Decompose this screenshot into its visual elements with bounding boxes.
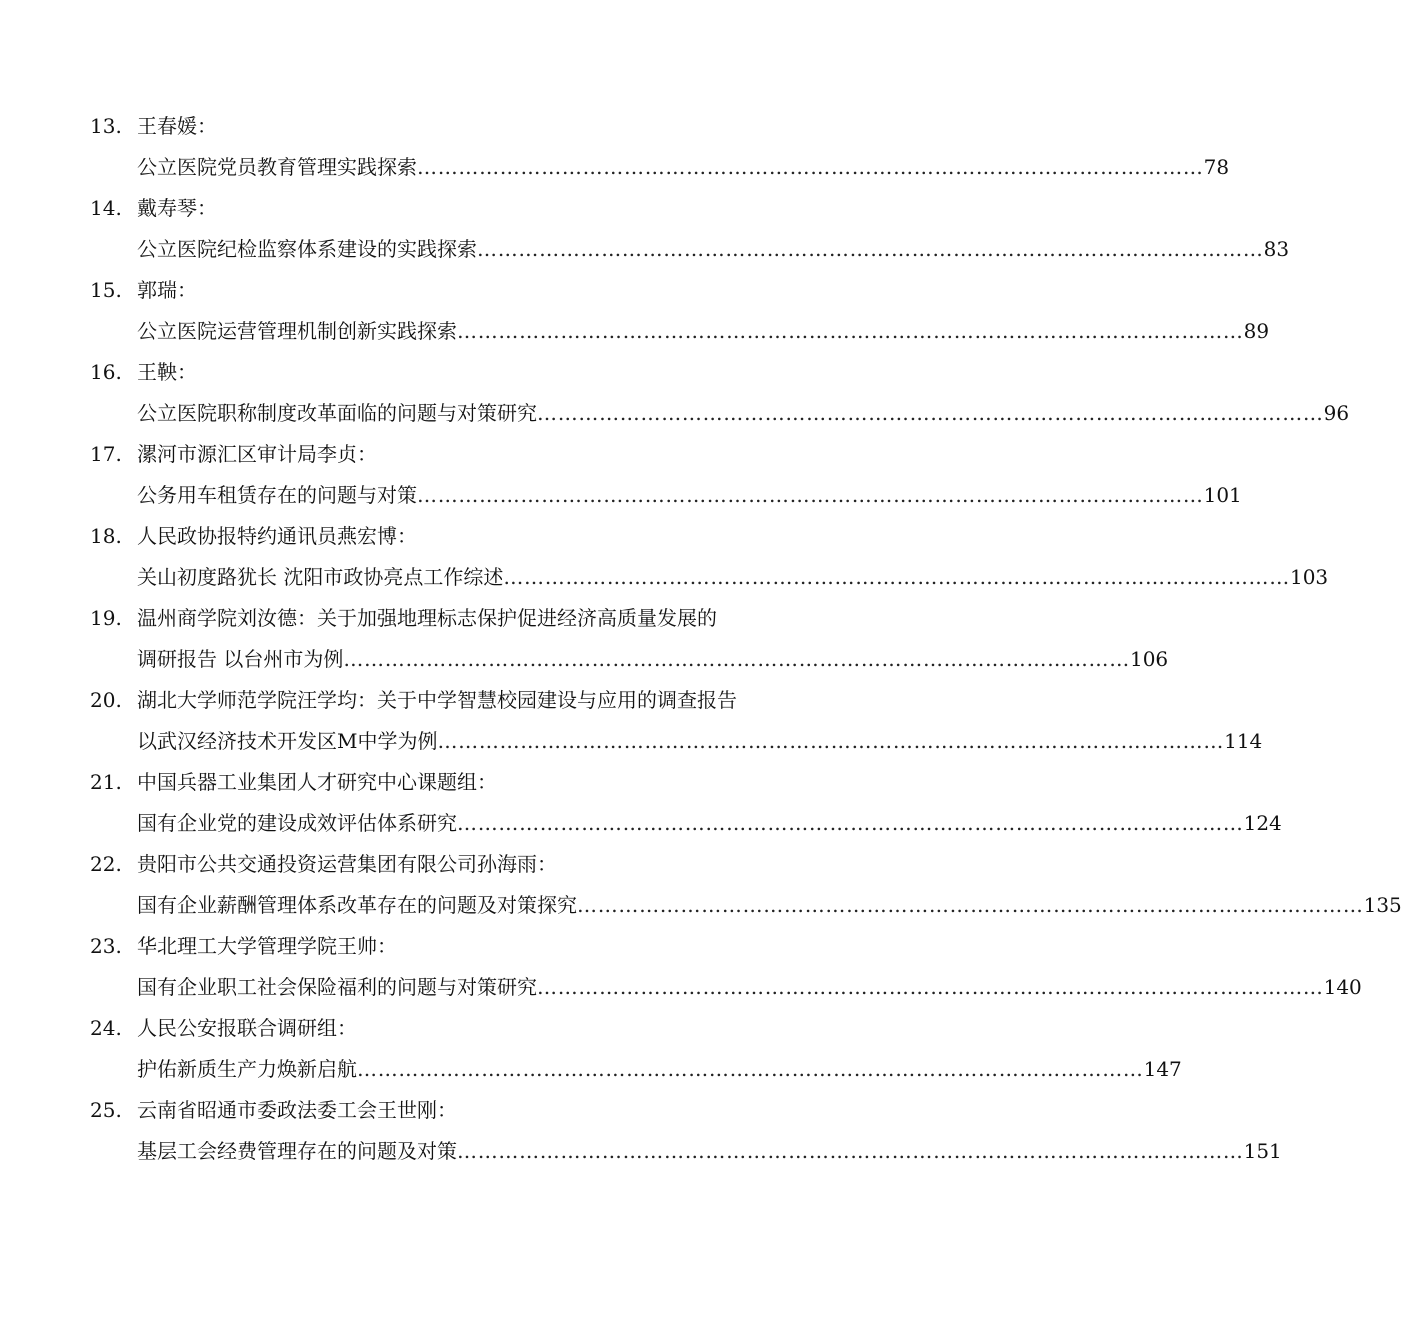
entry-number: 24. — [90, 1016, 122, 1040]
toc-entry-title-line[interactable] — [0, 967, 1362, 1008]
toc-entry-heading — [0, 844, 950, 885]
entry-page-number: 106 — [1129, 647, 1169, 671]
toc-entry-title-line[interactable] — [0, 721, 1263, 762]
dot-leader: …………………………………………………………………………………………………… — [477, 237, 1264, 261]
entry-page-number: 78 — [1203, 155, 1230, 179]
dot-leader: …………………………………………………………………………………………………… — [417, 155, 1204, 179]
entry-number: 14. — [90, 196, 122, 220]
toc-entry-heading — [0, 270, 950, 311]
toc-entry-heading — [0, 106, 950, 147]
toc-entry-heading — [0, 598, 950, 639]
toc-entry-heading — [0, 762, 950, 803]
entry-author: 王鞅： — [137, 360, 197, 384]
entry-author: 温州商学院刘汝德：关于加强地理标志保护促进经济高质量发展的 — [137, 606, 717, 630]
entry-page-number: 96 — [1323, 401, 1350, 425]
entry-page-number: 151 — [1243, 1139, 1282, 1163]
dot-leader: …………………………………………………………………………………………………… — [457, 811, 1244, 835]
entry-page-number: 101 — [1203, 483, 1242, 507]
toc-entry-title-line[interactable] — [0, 803, 1282, 844]
entry-number: 16. — [90, 360, 122, 384]
toc-entry-heading — [0, 434, 950, 475]
entry-title: 以武汉经济技术开发区M中学为例 — [137, 729, 438, 753]
entry-author: 人民政协报特约通讯员燕宏博： — [137, 524, 417, 548]
entry-author: 云南省昭通市委政法委工会王世刚： — [137, 1098, 457, 1122]
entry-number: 13. — [90, 114, 122, 138]
entry-number: 17. — [90, 442, 122, 466]
entry-author: 湖北大学师范学院汪学均：关于中学智慧校园建设与应用的调查报告 — [137, 688, 737, 712]
toc-entry-title-line[interactable] — [0, 393, 1350, 434]
dot-leader: …………………………………………………………………………………………………… — [357, 1057, 1144, 1081]
dot-leader: …………………………………………………………………………………………………… — [343, 647, 1130, 671]
dot-leader: …………………………………………………………………………………………………… — [437, 729, 1225, 753]
table-of-contents — [0, 106, 1402, 1172]
entry-author: 华北理工大学管理学院王帅： — [137, 934, 397, 958]
entry-page-number: 89 — [1243, 319, 1270, 343]
entry-number: 15. — [90, 278, 122, 302]
toc-entry-heading — [0, 516, 950, 557]
entry-page-number: 83 — [1263, 237, 1290, 261]
entry-page-number: 114 — [1224, 729, 1263, 753]
toc-entry — [0, 844, 1402, 926]
entry-number: 20. — [90, 688, 122, 712]
entry-number: 19. — [90, 606, 122, 630]
entry-number: 25. — [90, 1098, 122, 1122]
entry-number: 23. — [90, 934, 122, 958]
dot-leader: …………………………………………………………………………………………………… — [503, 565, 1290, 589]
entry-author: 郭瑞： — [137, 278, 197, 302]
toc-entry-title-line[interactable] — [0, 229, 1290, 270]
entry-author: 漯河市源汇区审计局李贞： — [137, 442, 377, 466]
toc-entry — [0, 352, 1350, 434]
entry-author: 戴寿琴： — [137, 196, 217, 220]
toc-entry-heading — [0, 1090, 950, 1131]
toc-entry-heading — [0, 1008, 950, 1049]
entry-title: 护佑新质生产力焕新启航 — [137, 1057, 357, 1081]
dot-leader: …………………………………………………………………………………………………… — [537, 975, 1324, 999]
toc-entry — [0, 270, 1270, 352]
toc-entry — [0, 106, 1230, 188]
toc-entry — [0, 434, 1242, 516]
toc-entry-heading — [0, 188, 950, 229]
entry-title: 公立医院运营管理机制创新实践探索 — [137, 319, 457, 343]
toc-entry-heading — [0, 352, 950, 393]
entry-title: 关山初度路犹长 沈阳市政协亮点工作综述 — [137, 565, 504, 589]
entry-title: 国有企业职工社会保险福利的问题与对策研究 — [137, 975, 537, 999]
toc-entry-title-line[interactable] — [0, 885, 1402, 926]
toc-entry — [0, 598, 1169, 680]
toc-entry-title-line[interactable] — [0, 311, 1270, 352]
entry-title: 基层工会经费管理存在的问题及对策 — [137, 1139, 457, 1163]
toc-entry-title-line[interactable] — [0, 1131, 1282, 1172]
entry-author: 王春媛： — [137, 114, 217, 138]
entry-author: 中国兵器工业集团人才研究中心课题组： — [137, 770, 497, 794]
entry-title: 公立医院职称制度改革面临的问题与对策研究 — [137, 401, 537, 425]
entry-author: 人民公安报联合调研组： — [137, 1016, 357, 1040]
entry-page-number: 103 — [1289, 565, 1329, 589]
dot-leader: …………………………………………………………………………………………………… — [537, 401, 1324, 425]
toc-entry-title-line[interactable] — [0, 557, 1329, 598]
entry-page-number: 135 — [1363, 893, 1402, 917]
entry-page-number: 140 — [1323, 975, 1362, 999]
dot-leader: …………………………………………………………………………………………………… — [457, 319, 1244, 343]
dot-leader: …………………………………………………………………………………………………… — [457, 1139, 1244, 1163]
entry-title: 公立医院纪检监察体系建设的实践探索 — [137, 237, 477, 261]
dot-leader: …………………………………………………………………………………………………… — [417, 483, 1204, 507]
entry-title: 国有企业党的建设成效评估体系研究 — [137, 811, 457, 835]
toc-entry — [0, 680, 1263, 762]
toc-entry — [0, 926, 1362, 1008]
entry-title: 公务用车租赁存在的问题与对策 — [137, 483, 417, 507]
entry-title: 公立医院党员教育管理实践探索 — [137, 155, 417, 179]
toc-entry-title-line[interactable] — [0, 1049, 1182, 1090]
toc-entry — [0, 516, 1329, 598]
dot-leader: …………………………………………………………………………………………………… — [577, 893, 1364, 917]
toc-entry — [0, 188, 1290, 270]
toc-entry — [0, 1090, 1282, 1172]
toc-entry-heading — [0, 926, 950, 967]
entry-page-number: 147 — [1143, 1057, 1182, 1081]
entry-title: 国有企业薪酬管理体系改革存在的问题及对策探究 — [137, 893, 577, 917]
toc-entry-heading — [0, 680, 950, 721]
toc-entry-title-line[interactable] — [0, 639, 1169, 680]
entry-title: 调研报告 以台州市为例 — [137, 647, 344, 671]
entry-number: 18. — [90, 524, 122, 548]
toc-entry-title-line[interactable] — [0, 475, 1242, 516]
toc-entry-title-line[interactable] — [0, 147, 1230, 188]
entry-page-number: 124 — [1243, 811, 1282, 835]
entry-author: 贵阳市公共交通投资运营集团有限公司孙海雨： — [137, 852, 557, 876]
toc-entry — [0, 762, 1282, 844]
entry-number: 22. — [90, 852, 122, 876]
toc-entry — [0, 1008, 1182, 1090]
entry-number: 21. — [90, 770, 122, 794]
